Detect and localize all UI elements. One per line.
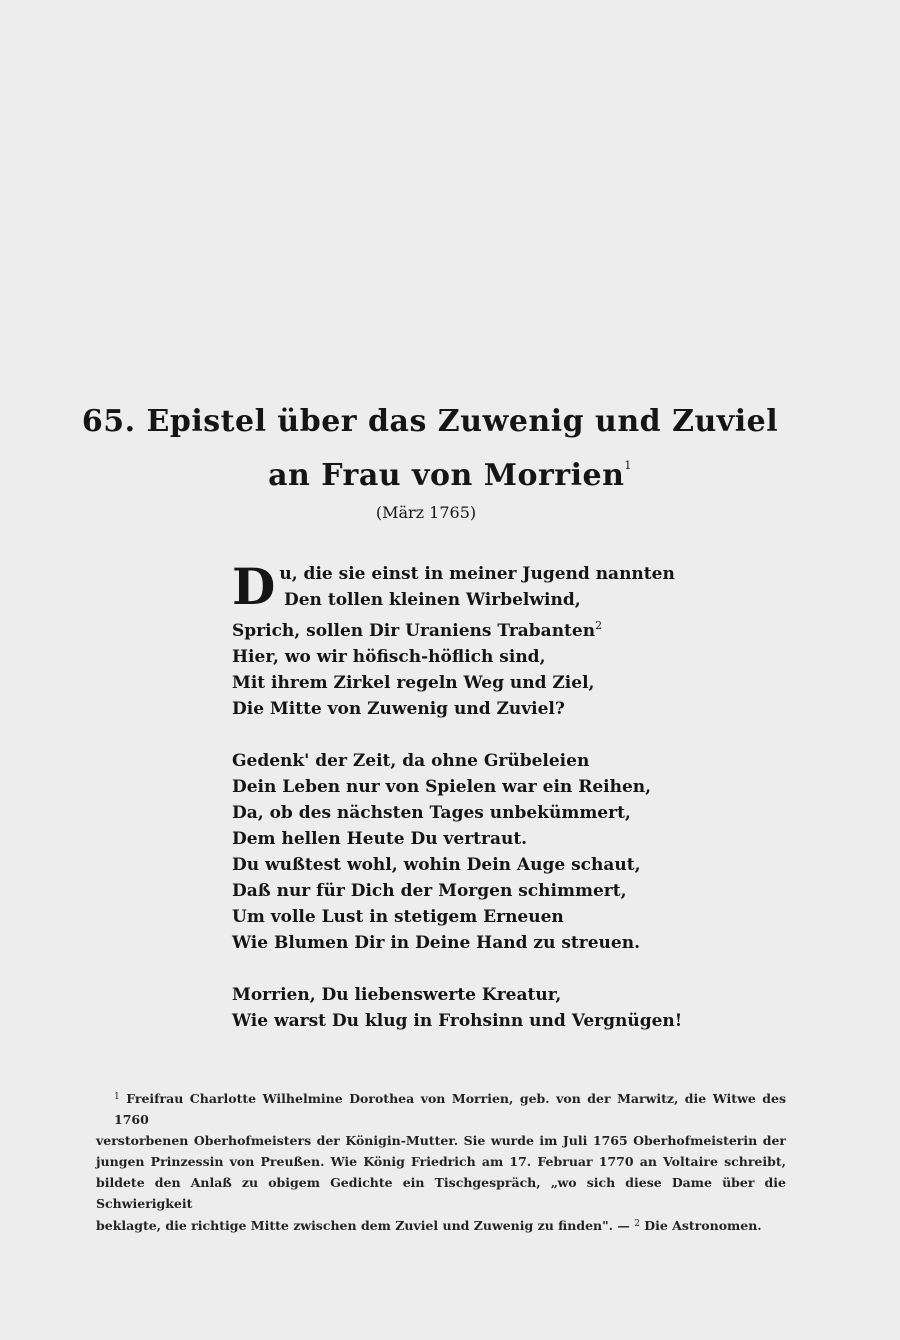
footnote-line xyxy=(96,1087,786,1130)
verse-line: Hier, wo wir höfisch-höflich sind, xyxy=(232,647,546,667)
footnote-reference-1: 1 xyxy=(624,459,632,472)
footnote-text: beklagte, die richtige Mitte zwischen dem Zuviel und Zuwenig zu finden". — xyxy=(96,1218,630,1233)
stanza-2 xyxy=(232,748,712,956)
footnote-line: verstorbenen Oberhofmeisters der Königin-Mutter. Sie wurde im Juli 1765 Oberhofmeisterin der xyxy=(96,1133,786,1148)
footnote-line xyxy=(96,1214,786,1236)
poem-heading xyxy=(0,402,900,524)
footnote-line: jungen Prinzessin von Preußen. Wie König Friedrich am 17. Februar 1770 an Voltaire schreibt, xyxy=(96,1154,786,1169)
poem-subtitle xyxy=(0,446,900,496)
verse-line: Mit ihrem Zirkel regeln Weg und Ziel, xyxy=(232,673,595,693)
verse-line-text: u, die sie einst in meiner Jugend nannten xyxy=(279,564,675,584)
footnote-reference-2: 2 xyxy=(595,619,603,632)
verse-line: Da, ob des nächsten Tages unbekümmert, xyxy=(232,803,631,823)
footnote-2-text: Die Astronomen. xyxy=(644,1218,762,1233)
verse-line: Wie Blumen Dir in Deine Hand zu streuen. xyxy=(232,933,640,953)
verse-line: Wie warst Du klug in Frohsinn und Vergnügen! xyxy=(232,1011,683,1031)
verse-line: Dem hellen Heute Du vertraut. xyxy=(232,829,528,849)
poem-body xyxy=(232,557,712,1060)
verse-line: Um volle Lust in stetigem Erneuen xyxy=(232,907,564,927)
poem-subtitle-text: an Frau von Morrien xyxy=(268,458,625,493)
verse-line: Morrien, Du liebenswerte Kreatur, xyxy=(232,985,562,1005)
poem-date: (März 1765) xyxy=(375,503,477,522)
drop-cap: D xyxy=(232,557,276,616)
verse-line: Du wußtest wohl, wohin Dein Auge schaut, xyxy=(232,855,641,875)
verse-line: Daß nur für Dich der Morgen schimmert, xyxy=(232,881,627,901)
footnote-mark-2: 2 xyxy=(634,1219,640,1229)
footnote-mark-1: 1 xyxy=(114,1092,120,1102)
footnote-text: Freifrau Charlotte Wilhelmine Dorothea von Morrien, geb. von der Marwitz, die Witwe des 1760 xyxy=(114,1091,787,1127)
verse-line: Gedenk' der Zeit, da ohne Grübeleien xyxy=(232,751,590,771)
poem-title: 65. Epistel über das Zuwenig und Zuviel xyxy=(81,404,779,439)
verse-line: Dein Leben nur von Spielen war ein Reihen, xyxy=(232,777,652,797)
verse-line-text: Sprich, sollen Dir Uraniens Trabanten xyxy=(232,621,596,641)
verse-line: Den tollen kleinen Wirbelwind, xyxy=(284,590,581,610)
footnote-line: bildete den Anlaß zu obigem Gedichte ein Tischgespräch, „wo sich diese Dame über die Schwierigkeit xyxy=(96,1175,786,1211)
stanza-1 xyxy=(232,557,712,722)
verse-line xyxy=(232,613,712,644)
stanza-3 xyxy=(232,982,712,1034)
verse-line: Die Mitte von Zuwenig und Zuviel? xyxy=(232,699,565,719)
footnotes xyxy=(96,1087,786,1236)
